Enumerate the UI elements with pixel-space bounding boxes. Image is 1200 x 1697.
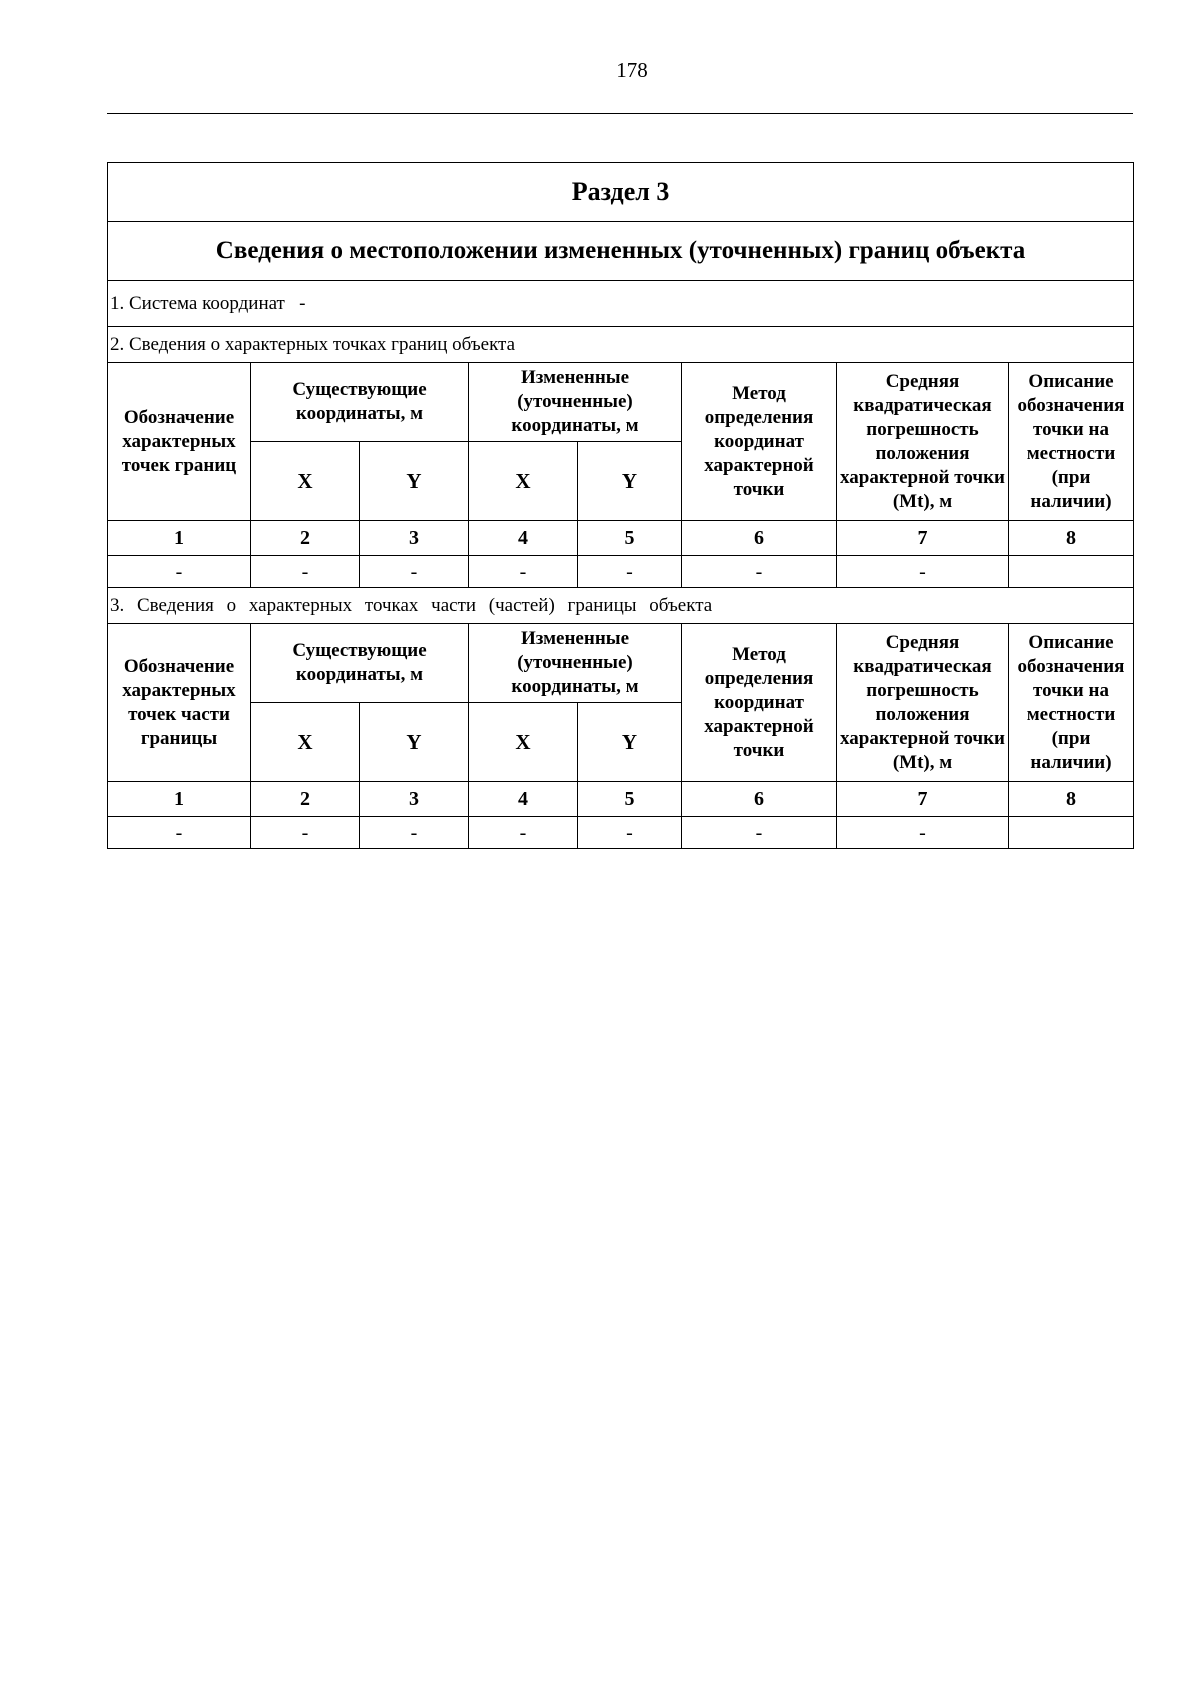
part2-cell-6: - [682,556,837,588]
page-number: 178 [616,58,648,82]
part3-col-changed: Измененные (уточненные) координаты, м [469,624,682,703]
part2-cell-7: - [837,556,1009,588]
part3-title: 3. Сведения о характерных точках части (частей) границы объекта [108,588,1134,624]
part2-existing-x: X [251,442,360,521]
part2-header-row [108,363,1134,442]
part2-col-changed: Измененные (уточненные) координаты, м [469,363,682,442]
part3-num-5: 5 [578,782,682,817]
part3-cell-3: - [360,817,469,849]
coordinate-system-row [108,281,1134,327]
part3-num-1: 1 [108,782,251,817]
part2-cell-4: - [469,556,578,588]
part3-number-row [108,782,1134,817]
part2-col-description: Описание обозначения точки на местности (при наличии) [1009,363,1134,521]
part2-cell-5: - [578,556,682,588]
part2-num-2: 2 [251,521,360,556]
part3-changed-x: X [469,703,578,782]
part3-title-row [108,588,1134,624]
part3-existing-x: X [251,703,360,782]
part3-num-6: 6 [682,782,837,817]
part3-col-method: Метод определения координат характерной точки [682,624,837,782]
coordinate-system-value: - [299,292,306,314]
part2-num-6: 6 [682,521,837,556]
section-title: Раздел 3 [108,163,1134,222]
coordinate-system-label: 1. Система координат [110,292,285,314]
coordinate-system [108,281,1134,327]
title-row [108,163,1134,222]
part2-changed-x: X [469,442,578,521]
subtitle-row [108,222,1134,281]
part2-changed-y: Y [578,442,682,521]
boundary-table [107,162,1134,849]
part2-cell-8 [1009,556,1134,588]
part3-header-row [108,624,1134,703]
part3-col-existing: Существующие координаты, м [251,624,469,703]
part2-number-row [108,521,1134,556]
part2-col-existing: Существующие координаты, м [251,363,469,442]
part3-num-2: 2 [251,782,360,817]
section-subtitle: Сведения о местоположении измененных (уточненных) границ объекта [108,222,1134,281]
part2-cell-1: - [108,556,251,588]
part2-cell-2: - [251,556,360,588]
part3-col-designation: Обозначение характерных точек части границы [108,624,251,782]
part2-num-1: 1 [108,521,251,556]
part3-data-row [108,817,1134,849]
part3-num-4: 4 [469,782,578,817]
part2-col-designation: Обозначение характерных точек границ [108,363,251,521]
part3-cell-1: - [108,817,251,849]
part3-cell-8 [1009,817,1134,849]
part3-col-error: Средняя квадратическая погрешность положения характерной точки (Mt), м [837,624,1009,782]
part3-num-8: 8 [1009,782,1134,817]
part3-cell-5: - [578,817,682,849]
header-rule [107,113,1133,114]
part2-data-row [108,556,1134,588]
part2-num-7: 7 [837,521,1009,556]
part3-cell-4: - [469,817,578,849]
part3-changed-y: Y [578,703,682,782]
part2-num-8: 8 [1009,521,1134,556]
part2-title-row [108,327,1134,363]
part2-num-4: 4 [469,521,578,556]
part3-cell-7: - [837,817,1009,849]
part2-cell-3: - [360,556,469,588]
part2-existing-y: Y [360,442,469,521]
part2-col-error: Средняя квадратическая погрешность положения характерной точки (Mt), м [837,363,1009,521]
part3-num-7: 7 [837,782,1009,817]
part2-title: 2. Сведения о характерных точках границ объекта [108,327,1134,363]
part3-cell-2: - [251,817,360,849]
part2-num-3: 3 [360,521,469,556]
part3-cell-6: - [682,817,837,849]
part2-col-method: Метод определения координат характерной точки [682,363,837,521]
part3-existing-y: Y [360,703,469,782]
part2-num-5: 5 [578,521,682,556]
part3-num-3: 3 [360,782,469,817]
part3-col-description: Описание обозначения точки на местности (при наличии) [1009,624,1134,782]
